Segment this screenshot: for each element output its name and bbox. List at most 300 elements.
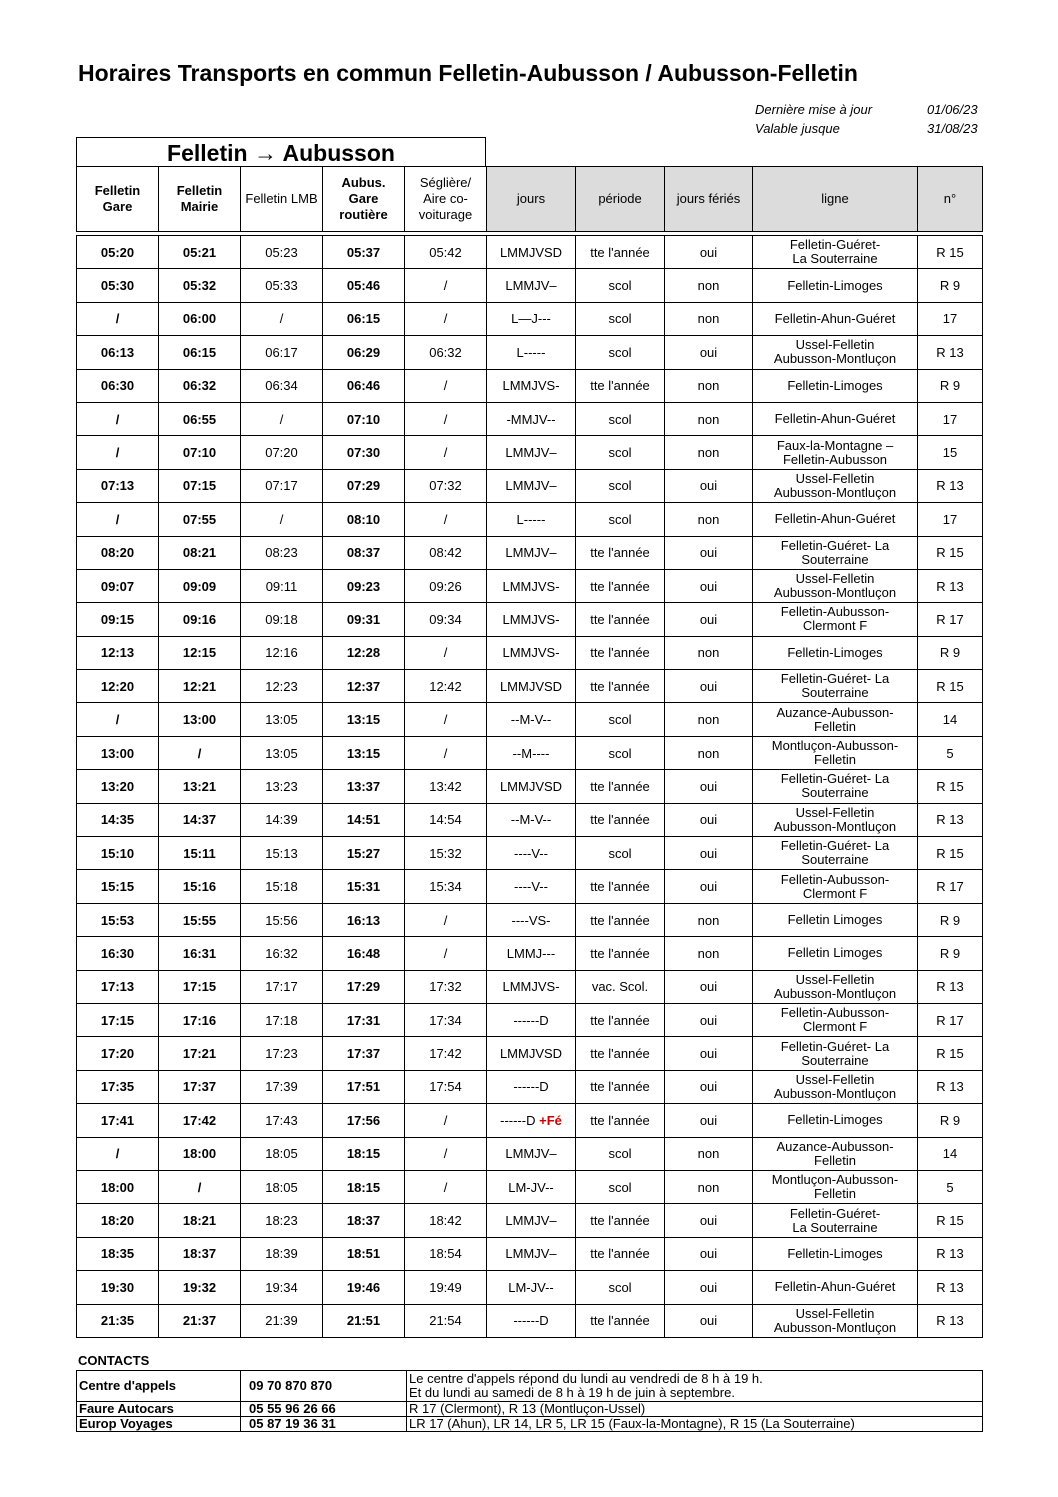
jours-text: ------D: [513, 1079, 549, 1095]
aubusson-gare-time: 08:37: [323, 536, 405, 569]
segliere-time: 15:32: [405, 837, 487, 870]
periode-cell: scol: [576, 469, 665, 502]
felletin-mairie-time: 19:32: [159, 1271, 241, 1304]
aubusson-gare-time: 05:46: [323, 269, 405, 302]
felletin-lmb-time: 15:18: [241, 870, 323, 903]
segliere-time: 19:49: [405, 1271, 487, 1304]
jours-text: LMMJVSD: [499, 1046, 563, 1062]
segliere-time: /: [405, 703, 487, 736]
felletin-lmb-time: 17:43: [241, 1104, 323, 1137]
contact-row: [77, 1417, 983, 1432]
jours-cell: [487, 369, 576, 402]
felletin-lmb-time: 13:23: [241, 770, 323, 803]
felletin-gare-time: 18:20: [77, 1204, 159, 1237]
jours-text: L—J---: [511, 311, 551, 327]
numero-cell: 14: [918, 1137, 983, 1170]
felletin-gare-time: 17:15: [77, 1003, 159, 1036]
felletin-mairie-time: 12:15: [159, 636, 241, 669]
felletin-gare-time: 14:35: [77, 803, 159, 836]
feries-cell: oui: [665, 870, 753, 903]
felletin-gare-time: 13:00: [77, 736, 159, 769]
timetable: [76, 166, 983, 1338]
ligne-cell: Faux-la-Montagne – Felletin-Aubusson: [753, 436, 918, 469]
periode-cell: scol: [576, 302, 665, 335]
jours-feries-extra: +Fé: [539, 1112, 562, 1128]
numero-cell: R 15: [918, 670, 983, 703]
periode-cell: tte l'année: [576, 870, 665, 903]
table-row: [77, 536, 983, 569]
table-row: [77, 1170, 983, 1203]
feries-cell: non: [665, 1137, 753, 1170]
feries-cell: non: [665, 302, 753, 335]
numero-cell: R 17: [918, 603, 983, 636]
feries-cell: oui: [665, 1237, 753, 1270]
jours-text: ----V--: [514, 845, 548, 861]
aubusson-gare-time: 15:31: [323, 870, 405, 903]
numero-cell: R 9: [918, 369, 983, 402]
felletin-gare-time: 15:10: [77, 837, 159, 870]
feries-cell: oui: [665, 837, 753, 870]
header-segliere: Séglière/ Aire co-voiturage: [405, 167, 487, 232]
update-value: 01/06/23: [927, 102, 978, 117]
felletin-gare-time: 18:35: [77, 1237, 159, 1270]
jours-text: LMMJVSD: [499, 778, 563, 794]
periode-cell: tte l'année: [576, 569, 665, 602]
table-row: [77, 1304, 983, 1337]
numero-cell: 5: [918, 736, 983, 769]
ligne-cell: Felletin-Aubusson- Clermont F: [753, 1003, 918, 1036]
felletin-mairie-time: 09:09: [159, 569, 241, 602]
valid-value: 31/08/23: [927, 121, 978, 136]
numero-cell: R 13: [918, 1070, 983, 1103]
segliere-time: 06:32: [405, 336, 487, 369]
feries-cell: oui: [665, 1304, 753, 1337]
felletin-lmb-time: 17:23: [241, 1037, 323, 1070]
felletin-gare-time: 07:13: [77, 469, 159, 502]
jours-cell: [487, 1170, 576, 1203]
contact-info: LR 17 (Ahun), LR 14, LR 5, LR 15 (Faux-la-Montagne), R 15 (La Souterraine): [407, 1417, 983, 1432]
jours-text: ------D: [500, 1112, 536, 1128]
felletin-gare-time: 13:20: [77, 770, 159, 803]
table-row: [77, 1104, 983, 1137]
segliere-time: 17:42: [405, 1037, 487, 1070]
aubusson-gare-time: 06:29: [323, 336, 405, 369]
felletin-gare-time: /: [77, 302, 159, 335]
table-row: [77, 369, 983, 402]
numero-cell: R 9: [918, 269, 983, 302]
felletin-lmb-time: /: [241, 503, 323, 536]
jours-cell: [487, 236, 576, 269]
periode-cell: scol: [576, 1170, 665, 1203]
jours-cell: [487, 436, 576, 469]
periode-cell: tte l'année: [576, 937, 665, 970]
felletin-gare-time: 15:15: [77, 870, 159, 903]
felletin-gare-time: 06:13: [77, 336, 159, 369]
header-ligne: ligne: [753, 167, 918, 232]
numero-cell: R 15: [918, 770, 983, 803]
felletin-mairie-time: 13:21: [159, 770, 241, 803]
ligne-cell: Felletin-Guéret- La Souterraine: [753, 770, 918, 803]
ligne-cell: Felletin-Limoges: [753, 636, 918, 669]
felletin-mairie-time: 06:00: [159, 302, 241, 335]
periode-cell: tte l'année: [576, 1104, 665, 1137]
table-row: [77, 903, 983, 936]
header-numero: n°: [918, 167, 983, 232]
table-row: [77, 603, 983, 636]
aubusson-gare-time: 09:23: [323, 569, 405, 602]
aubusson-gare-time: 07:29: [323, 469, 405, 502]
felletin-gare-time: /: [77, 1137, 159, 1170]
feries-cell: oui: [665, 569, 753, 602]
jours-text: L-----: [516, 344, 546, 360]
aubusson-gare-time: 06:15: [323, 302, 405, 335]
aubusson-gare-time: 06:46: [323, 369, 405, 402]
header-periode: période: [576, 167, 665, 232]
felletin-lmb-time: 13:05: [241, 736, 323, 769]
ligne-cell: Montluçon-Aubusson- Felletin: [753, 1170, 918, 1203]
update-label: Dernière mise à jour: [755, 102, 873, 117]
numero-cell: R 13: [918, 336, 983, 369]
feries-cell: oui: [665, 536, 753, 569]
felletin-lmb-time: 15:56: [241, 903, 323, 936]
aubusson-gare-time: 05:37: [323, 236, 405, 269]
feries-cell: non: [665, 636, 753, 669]
jours-text: ----V--: [514, 879, 548, 895]
table-row: [77, 636, 983, 669]
felletin-gare-time: 17:35: [77, 1070, 159, 1103]
table-row: [77, 336, 983, 369]
felletin-gare-time: 16:30: [77, 937, 159, 970]
jours-text: LM-JV--: [508, 1279, 554, 1295]
jours-text: LMMJVS-: [502, 979, 560, 995]
felletin-lmb-time: 06:34: [241, 369, 323, 402]
jours-text: LMMJVS-: [502, 611, 560, 627]
aubusson-gare-time: 13:15: [323, 736, 405, 769]
jours-text: LMMJV–: [505, 545, 557, 561]
felletin-lmb-time: 19:34: [241, 1271, 323, 1304]
aubusson-gare-time: 19:46: [323, 1271, 405, 1304]
jours-text: LMMJV–: [505, 445, 557, 461]
table-row: [77, 236, 983, 269]
ligne-cell: Felletin-Ahun-Guéret: [753, 1271, 918, 1304]
contact-info: R 17 (Clermont), R 13 (Montluçon-Ussel): [407, 1402, 983, 1417]
feries-cell: oui: [665, 1037, 753, 1070]
numero-cell: R 15: [918, 236, 983, 269]
segliere-time: 14:54: [405, 803, 487, 836]
felletin-lmb-time: 15:13: [241, 837, 323, 870]
table-row: [77, 1137, 983, 1170]
segliere-time: 09:34: [405, 603, 487, 636]
periode-cell: tte l'année: [576, 1037, 665, 1070]
jours-cell: [487, 1104, 576, 1137]
feries-cell: oui: [665, 770, 753, 803]
felletin-mairie-time: /: [159, 1170, 241, 1203]
ligne-cell: Felletin-Guéret- La Souterraine: [753, 1204, 918, 1237]
feries-cell: oui: [665, 236, 753, 269]
numero-cell: 14: [918, 703, 983, 736]
felletin-mairie-time: 13:00: [159, 703, 241, 736]
periode-cell: tte l'année: [576, 1204, 665, 1237]
felletin-gare-time: 21:35: [77, 1304, 159, 1337]
periode-cell: tte l'année: [576, 1070, 665, 1103]
ligne-cell: Felletin-Guéret- La Souterraine: [753, 236, 918, 269]
felletin-mairie-time: 06:55: [159, 402, 241, 435]
feries-cell: non: [665, 369, 753, 402]
felletin-gare-time: 17:41: [77, 1104, 159, 1137]
numero-cell: R 9: [918, 636, 983, 669]
header-jours-feries: jours fériés: [665, 167, 753, 232]
feries-cell: oui: [665, 1003, 753, 1036]
ligne-cell: Felletin-Aubusson- Clermont F: [753, 870, 918, 903]
numero-cell: 17: [918, 503, 983, 536]
felletin-lmb-time: 14:39: [241, 803, 323, 836]
jours-cell: [487, 536, 576, 569]
jours-cell: [487, 1304, 576, 1337]
felletin-gare-time: 18:00: [77, 1170, 159, 1203]
periode-cell: tte l'année: [576, 1003, 665, 1036]
periode-cell: scol: [576, 503, 665, 536]
periode-cell: tte l'année: [576, 903, 665, 936]
contacts-table: [76, 1370, 983, 1432]
segliere-time: /: [405, 636, 487, 669]
felletin-mairie-time: 05:32: [159, 269, 241, 302]
jours-text: --M-V--: [510, 712, 552, 728]
felletin-mairie-time: 17:15: [159, 970, 241, 1003]
aubusson-gare-time: 09:31: [323, 603, 405, 636]
ligne-cell: Felletin-Guéret- La Souterraine: [753, 1037, 918, 1070]
table-row: [77, 970, 983, 1003]
table-row: [77, 436, 983, 469]
contact-info: Le centre d'appels répond du lundi au vendredi de 8 h à 19 h. Et du lundi au samedi de 8 h à 19 h de juin à septembre.: [407, 1371, 983, 1402]
numero-cell: R 13: [918, 970, 983, 1003]
header-felletin-lmb: Felletin LMB: [241, 167, 323, 232]
ligne-cell: Ussel-Felletin Aubusson-Montluçon: [753, 569, 918, 602]
felletin-lmb-time: 18:05: [241, 1137, 323, 1170]
ligne-cell: Felletin Limoges: [753, 903, 918, 936]
table-row: [77, 703, 983, 736]
felletin-mairie-time: 17:21: [159, 1037, 241, 1070]
feries-cell: oui: [665, 1271, 753, 1304]
numero-cell: R 17: [918, 870, 983, 903]
numero-cell: R 13: [918, 1271, 983, 1304]
feries-cell: oui: [665, 603, 753, 636]
jours-cell: [487, 770, 576, 803]
feries-cell: oui: [665, 469, 753, 502]
jours-cell: [487, 1271, 576, 1304]
periode-cell: scol: [576, 436, 665, 469]
aubusson-gare-time: 18:15: [323, 1137, 405, 1170]
table-row: [77, 1204, 983, 1237]
felletin-mairie-time: 07:10: [159, 436, 241, 469]
numero-cell: R 13: [918, 803, 983, 836]
aubusson-gare-time: 07:10: [323, 402, 405, 435]
periode-cell: scol: [576, 1137, 665, 1170]
segliere-time: /: [405, 1170, 487, 1203]
felletin-mairie-time: 18:37: [159, 1237, 241, 1270]
felletin-lmb-time: 12:16: [241, 636, 323, 669]
jours-cell: [487, 937, 576, 970]
periode-cell: scol: [576, 336, 665, 369]
table-row: [77, 302, 983, 335]
table-row: [77, 937, 983, 970]
segliere-time: /: [405, 937, 487, 970]
periode-cell: tte l'année: [576, 369, 665, 402]
felletin-lmb-time: 05:23: [241, 236, 323, 269]
segliere-time: /: [405, 903, 487, 936]
felletin-gare-time: /: [77, 402, 159, 435]
table-row: [77, 402, 983, 435]
ligne-cell: Felletin-Guéret- La Souterraine: [753, 837, 918, 870]
ligne-cell: Ussel-Felletin Aubusson-Montluçon: [753, 469, 918, 502]
felletin-mairie-time: 07:15: [159, 469, 241, 502]
felletin-mairie-time: 06:32: [159, 369, 241, 402]
jours-text: ------D: [513, 1313, 549, 1329]
numero-cell: R 9: [918, 937, 983, 970]
felletin-gare-time: 09:15: [77, 603, 159, 636]
felletin-gare-time: 08:20: [77, 536, 159, 569]
felletin-mairie-time: 09:16: [159, 603, 241, 636]
aubusson-gare-time: 16:13: [323, 903, 405, 936]
periode-cell: tte l'année: [576, 536, 665, 569]
feries-cell: oui: [665, 336, 753, 369]
numero-cell: R 15: [918, 536, 983, 569]
felletin-mairie-time: /: [159, 736, 241, 769]
jours-cell: [487, 302, 576, 335]
periode-cell: scol: [576, 269, 665, 302]
felletin-gare-time: 09:07: [77, 569, 159, 602]
felletin-mairie-time: 17:42: [159, 1104, 241, 1137]
contacts-title: CONTACTS: [78, 1353, 150, 1368]
numero-cell: 17: [918, 402, 983, 435]
header-felletin-mairie: Felletin Mairie: [159, 167, 241, 232]
jours-cell: [487, 870, 576, 903]
jours-text: LMMJ---: [506, 945, 556, 961]
segliere-time: /: [405, 1104, 487, 1137]
ligne-cell: Ussel-Felletin Aubusson-Montluçon: [753, 803, 918, 836]
felletin-mairie-time: 17:16: [159, 1003, 241, 1036]
periode-cell: vac. Scol.: [576, 970, 665, 1003]
ligne-cell: Montluçon-Aubusson- Felletin: [753, 736, 918, 769]
periode-cell: scol: [576, 1271, 665, 1304]
periode-cell: tte l'année: [576, 670, 665, 703]
periode-cell: tte l'année: [576, 236, 665, 269]
jours-cell: [487, 1070, 576, 1103]
jours-text: --M-V--: [510, 812, 552, 828]
jours-text: L-----: [516, 511, 546, 527]
felletin-lmb-time: 05:33: [241, 269, 323, 302]
felletin-lmb-time: 06:17: [241, 336, 323, 369]
jours-cell: [487, 269, 576, 302]
table-row: [77, 736, 983, 769]
ligne-cell: Felletin Limoges: [753, 937, 918, 970]
felletin-mairie-time: 05:21: [159, 236, 241, 269]
ligne-cell: Felletin-Ahun-Guéret: [753, 503, 918, 536]
numero-cell: R 9: [918, 903, 983, 936]
feries-cell: oui: [665, 970, 753, 1003]
jours-cell: [487, 970, 576, 1003]
feries-cell: oui: [665, 803, 753, 836]
contact-name: Faure Autocars: [77, 1402, 241, 1417]
feries-cell: oui: [665, 1070, 753, 1103]
segliere-time: 17:34: [405, 1003, 487, 1036]
table-row: [77, 1037, 983, 1070]
felletin-lmb-time: 18:23: [241, 1204, 323, 1237]
aubusson-gare-time: 18:15: [323, 1170, 405, 1203]
felletin-lmb-time: 17:39: [241, 1070, 323, 1103]
numero-cell: R 15: [918, 837, 983, 870]
ligne-cell: Auzance-Aubusson- Felletin: [753, 703, 918, 736]
aubusson-gare-time: 18:51: [323, 1237, 405, 1270]
felletin-gare-time: 05:30: [77, 269, 159, 302]
feries-cell: non: [665, 903, 753, 936]
jours-text: LMMJV–: [505, 1146, 557, 1162]
periode-cell: tte l'année: [576, 1304, 665, 1337]
jours-cell: [487, 469, 576, 502]
jours-cell: [487, 336, 576, 369]
felletin-lmb-time: 07:20: [241, 436, 323, 469]
aubusson-gare-time: 17:31: [323, 1003, 405, 1036]
feries-cell: non: [665, 269, 753, 302]
header-aubusson-gare: Aubus. Gare routière: [323, 167, 405, 232]
jours-text: LMMJVSD: [499, 244, 563, 260]
table-row: [77, 1237, 983, 1270]
jours-cell: [487, 503, 576, 536]
felletin-mairie-time: 14:37: [159, 803, 241, 836]
jours-cell: [487, 837, 576, 870]
contact-phone: 05 55 96 26 66: [241, 1402, 407, 1417]
ligne-cell: Felletin-Limoges: [753, 269, 918, 302]
felletin-mairie-time: 17:37: [159, 1070, 241, 1103]
aubusson-gare-time: 12:28: [323, 636, 405, 669]
numero-cell: R 13: [918, 469, 983, 502]
segliere-time: 18:42: [405, 1204, 487, 1237]
ligne-cell: Felletin-Limoges: [753, 1104, 918, 1137]
felletin-lmb-time: 08:23: [241, 536, 323, 569]
segliere-time: 08:42: [405, 536, 487, 569]
aubusson-gare-time: 17:29: [323, 970, 405, 1003]
numero-cell: R 9: [918, 1104, 983, 1137]
segliere-time: /: [405, 436, 487, 469]
contact-row: [77, 1371, 983, 1402]
ligne-cell: Ussel-Felletin Aubusson-Montluçon: [753, 1304, 918, 1337]
felletin-mairie-time: 21:37: [159, 1304, 241, 1337]
numero-cell: 15: [918, 436, 983, 469]
felletin-gare-time: /: [77, 436, 159, 469]
jours-text: --M----: [512, 745, 550, 761]
segliere-time: /: [405, 269, 487, 302]
felletin-lmb-time: 13:05: [241, 703, 323, 736]
jours-text: ----VS-: [511, 912, 551, 928]
aubusson-gare-time: 17:37: [323, 1037, 405, 1070]
segliere-time: 07:32: [405, 469, 487, 502]
jours-cell: [487, 402, 576, 435]
aubusson-gare-time: 17:51: [323, 1070, 405, 1103]
feries-cell: non: [665, 402, 753, 435]
felletin-mairie-time: 15:16: [159, 870, 241, 903]
feries-cell: oui: [665, 670, 753, 703]
felletin-lmb-time: 09:11: [241, 569, 323, 602]
jours-text: LMMJVSD: [499, 678, 563, 694]
numero-cell: 5: [918, 1170, 983, 1203]
felletin-gare-time: /: [77, 703, 159, 736]
contact-name: Europ Voyages: [77, 1417, 241, 1432]
ligne-cell: Felletin-Limoges: [753, 1237, 918, 1270]
feries-cell: non: [665, 1170, 753, 1203]
aubusson-gare-time: 13:37: [323, 770, 405, 803]
felletin-gare-time: 15:53: [77, 903, 159, 936]
felletin-gare-time: 06:30: [77, 369, 159, 402]
periode-cell: scol: [576, 736, 665, 769]
